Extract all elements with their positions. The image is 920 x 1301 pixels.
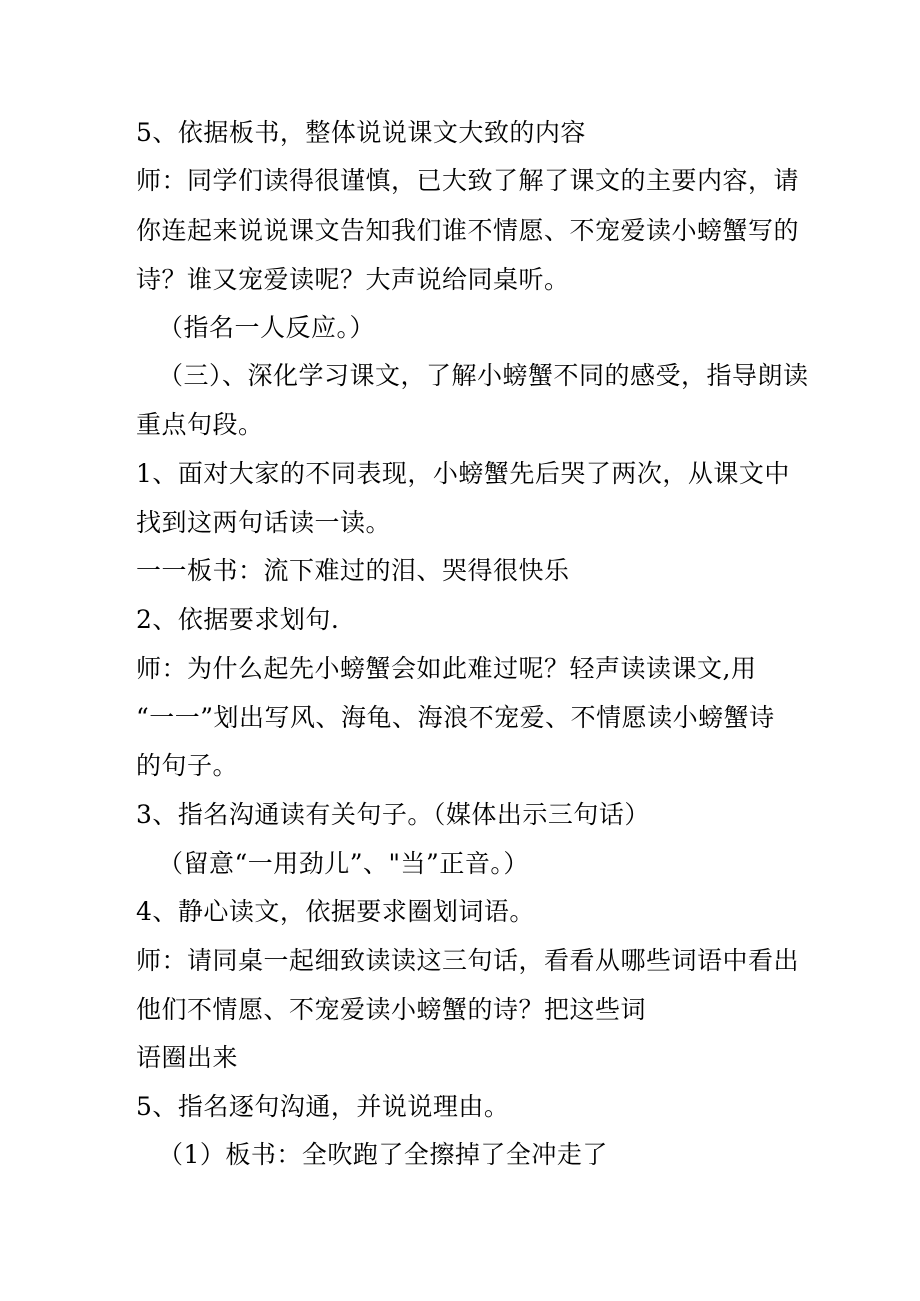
text-line: （指名一人反应。）: [158, 313, 376, 342]
text-line: 2、依据要求划句.: [136, 605, 340, 634]
text-line: 的句子。: [136, 751, 239, 780]
text-line: “一一”划出写风、海龟、海浪不宠爱、不情愿读小螃蟹诗: [136, 703, 775, 732]
text-line: （三）、深化学习课文，了解小螃蟹不同的感受，指导朗读: [158, 361, 809, 390]
text-line: 他们不情愿、不宠爱读小螃蟹的诗？把这些词: [136, 995, 647, 1024]
text-line: 1、面对大家的不同表现，小螃蟹先后哭了两次，从课文中: [136, 459, 790, 488]
text-line: 师：请同桌一起细致读读这三句话，看看从哪些词语中看出: [136, 946, 800, 975]
text-line: 4、静心读文，依据要求圈划词语。: [136, 897, 535, 926]
text-line: 师：为什么起先小螃蟹会如此难过呢？轻声读读课文,用: [136, 654, 757, 683]
text-line: 重点句段。: [136, 410, 264, 439]
text-line: 3、指名沟通读有关句子。（媒体出示三句话）: [136, 800, 650, 829]
text-line: 5、依据板书，整体说说课文大致的内容: [136, 118, 586, 147]
text-line: 你连起来说说课文告知我们谁不情愿、不宠爱读小螃蟹写的: [136, 216, 800, 245]
text-line: 语圈出来: [136, 1043, 239, 1072]
text-line: （1）板书：全吹跑了全擦掉了全冲走了: [158, 1140, 608, 1169]
text-line: 找到这两句话读一读。: [136, 508, 392, 537]
text-line: 师：同学们读得很谨慎，已大致了解了课文的主要内容，请: [136, 166, 800, 195]
text-line: 一一板书：流下难过的泪、哭得很快乐: [136, 556, 570, 585]
text-line: （留意“一用劲儿”、"当”正音。）: [158, 849, 529, 878]
text-line: 5、指名逐句沟通，并说说理由。: [136, 1092, 510, 1121]
text-line: 诗？谁又宠爱读呢？大声说给同桌听。: [136, 265, 570, 294]
